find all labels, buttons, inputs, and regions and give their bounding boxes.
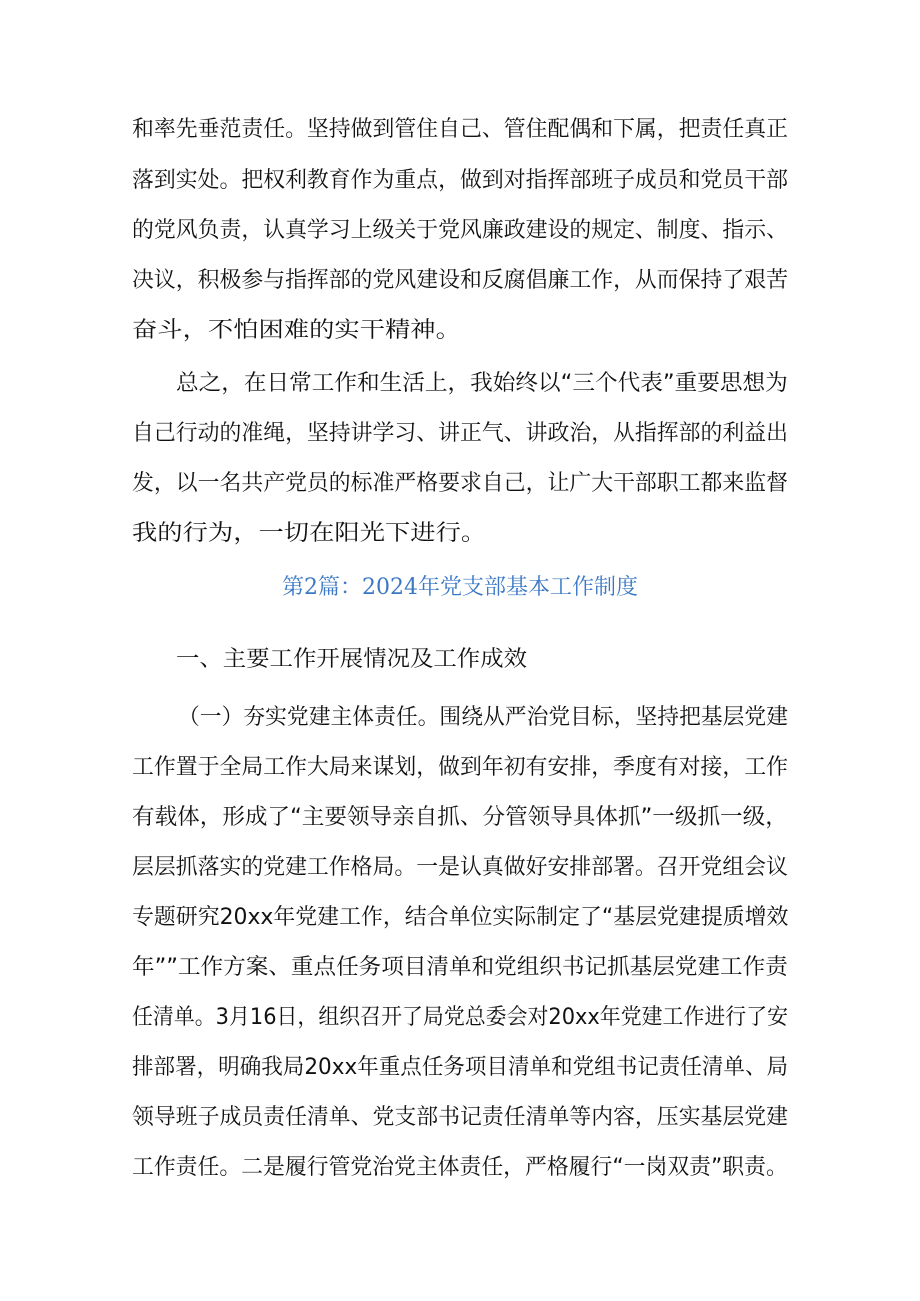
paragraph-3-line-4: 层层抓落实的党建工作格局。一是认真做好安排部署。召开党组会议 xyxy=(132,855,789,880)
paragraph-1-line-4: 决议，积极参与指挥部的党风建设和反腐倡廉工作，从而保持了艰苦 xyxy=(132,268,789,293)
paragraph-2-line-1: 总之，在日常工作和生活上，我始终以“三个代表”重要思想为 xyxy=(176,371,788,396)
paragraph-3-line-7: 任清单。3月16日，组织召开了局党总委会对20xx年党建工作进行了安 xyxy=(132,1005,789,1030)
section-heading: 一、主要工作开展情况及工作成效 xyxy=(176,647,528,672)
paragraph-3-line-5: 专题研究20xx年党建工作，结合单位实际制定了“基层党建提质增效 xyxy=(132,905,789,930)
paragraph-3-line-1: （一）夯实党建主体责任。围绕从严治党目标，坚持把基层党建 xyxy=(178,705,789,730)
paragraph-2-line-4: 我的行为，一切在阳光下进行。 xyxy=(132,521,487,546)
paragraph-2-line-2: 自己行动的准绳，坚持讲学习、讲正气、讲政治，从指挥部的利益出 xyxy=(132,421,789,446)
paragraph-3-line-9: 领导班子成员责任清单、党支部书记责任清单等内容，压实基层党建 xyxy=(132,1105,789,1130)
paragraph-3-line-8: 排部署，明确我局20xx年重点任务项目清单和党组书记责任清单、局 xyxy=(132,1055,789,1080)
paragraph-2-line-3: 发，以一名共产党员的标准严格要求自己，让广大干部职工都来监督 xyxy=(132,471,789,496)
paragraph-1-line-1: 和率先垂范责任。坚持做到管住自己、管住配偶和下属，把责任真正 xyxy=(132,117,789,142)
paragraph-3-line-6: 年””工作方案、重点任务项目清单和党组织书记抓基层党建工作责 xyxy=(132,955,788,980)
paragraph-3-line-10: 工作责任。二是履行管党治党主体责任，严格履行“一岗双责”职责。 xyxy=(132,1155,788,1180)
paragraph-1-line-2: 落到实处。把权利教育作为重点，做到对指挥部班子成员和党员干部 xyxy=(132,168,789,193)
paragraph-1-line-5: 奋斗，不怕困难的实干精神。 xyxy=(132,318,461,343)
paragraph-3-line-3: 有载体，形成了“主要领导亲自抓、分管领导具体抓”一级抓一级， xyxy=(132,805,788,830)
article-title: 第2篇：2024年党支部基本工作制度 xyxy=(282,575,638,600)
paragraph-1-line-3: 的党风负责，认真学习上级关于党风廉政建设的规定、制度、指示、 xyxy=(132,218,789,243)
paragraph-3-line-2: 工作置于全局工作大局来谋划，做到年初有安排，季度有对接，工作 xyxy=(132,755,789,780)
